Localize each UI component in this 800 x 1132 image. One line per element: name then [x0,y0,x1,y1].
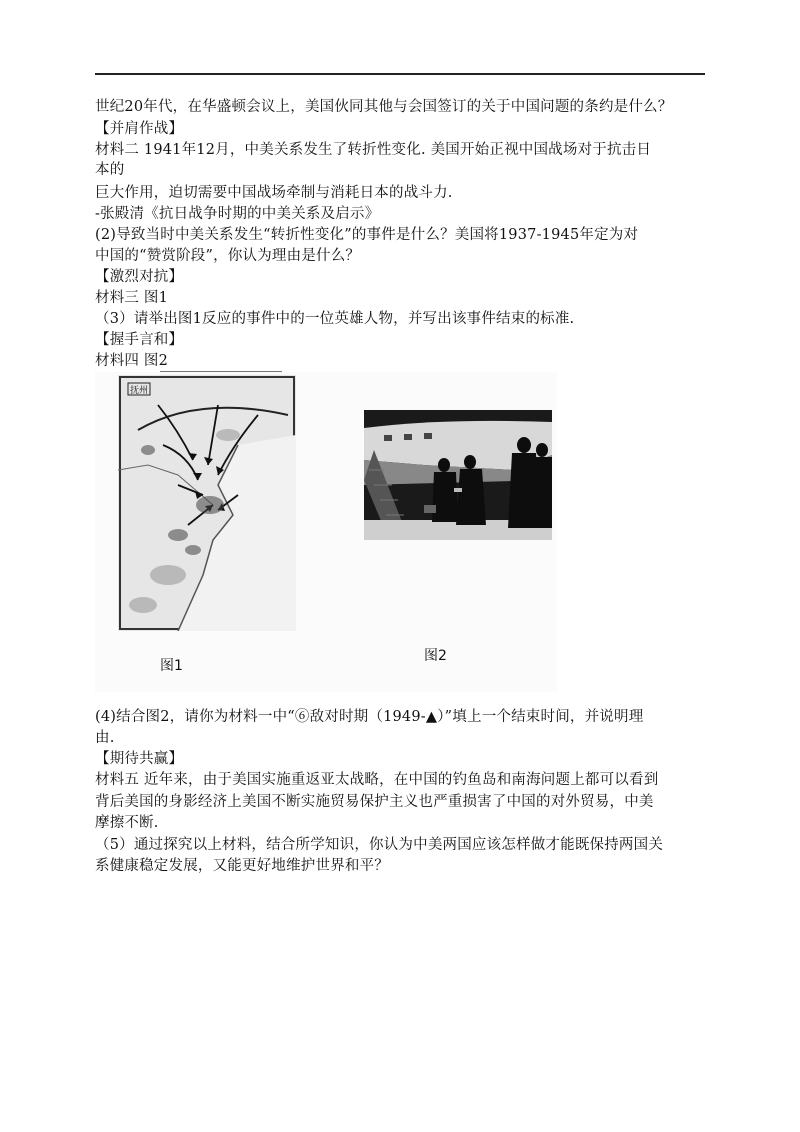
text-line: 世纪20年代，在华盛顿会议上，美国伙同其他与会国签订的关于中国问题的条约是什么？ [95,99,673,115]
question-4: (4)结合图2，请你为材料一中“⑥敌对时期（1949-▲）”填上一个结束时间，并说明理 [95,709,644,725]
section-heading: 【握手言和】 [95,332,184,348]
text-line: 材料二 1941年12月，中美关系发生了转折性变化. 美国开始正视中国战场对于抗击日 [95,142,652,158]
section-heading: 【期待共赢】 [95,751,184,767]
figure-2-photo [364,410,552,540]
question-5-cont: 系健康稳定发展，又能更好地维护世界和平？ [95,858,389,874]
question-5: （5）通过探究以上材料，结合所学知识，你认为中美两国应该怎样做才能既保持两国关 [95,837,664,853]
question-4-cont: 由. [95,730,115,746]
figure-1-caption: 图1 [160,658,183,674]
citation: -张殿清《抗日战争时期的中美关系及启示》 [95,206,380,222]
text-line: 摩擦不断. [95,815,159,831]
figure-1-map [118,375,296,631]
section-heading: 【激烈对抗】 [95,269,184,285]
question-3: （3）请举出图1反应的事件中的一位英雄人物，并写出该事件结束的标准. [95,311,575,327]
text-line: 材料三 图1 [95,290,169,306]
question-2-cont: 中国的“赞赏阶段”，你认为理由是什么？ [95,248,361,264]
section-heading: 【并肩作战】 [95,121,184,137]
header-rule [95,73,705,75]
photo-image [364,410,552,540]
map-label: 抚州 [129,386,149,396]
figure-2-caption: 图2 [424,648,447,664]
text-line: 本的 [95,162,125,178]
text-line: 材料四 图2 [95,353,169,369]
text-line: 材料五 近年来，由于美国实施重返亚太战略，在中国的钓鱼岛和南海问题上都可以看到 [95,772,659,788]
text-line: 背后美国的身影经济上美国不断实施贸易保护主义也严重损害了中国的对外贸易，中美 [95,794,654,810]
text-line: 巨大作用，迫切需要中国战场牵制与消耗日本的战斗力. [95,185,453,201]
question-2: (2)导致当时中美关系发生“转折性变化”的事件是什么？美国将1937-1945年定为对 [95,227,639,243]
map-image [118,375,296,631]
